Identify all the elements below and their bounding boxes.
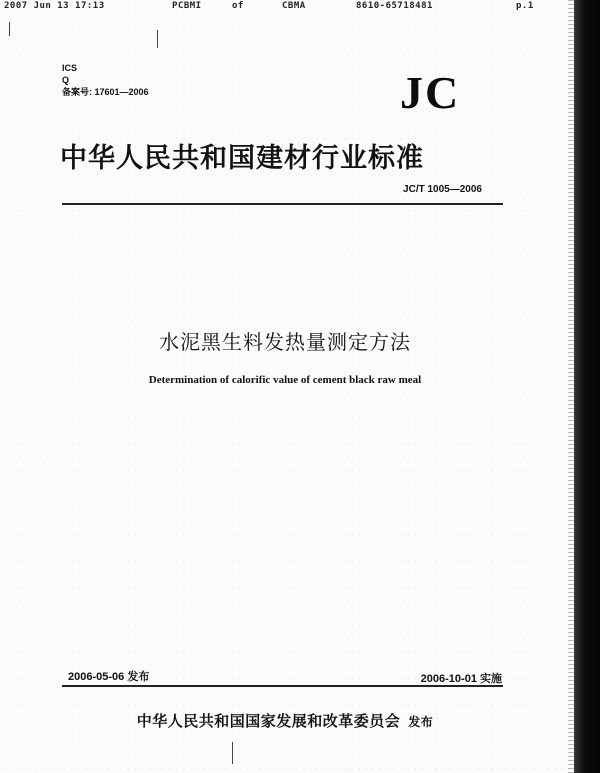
document-title-cn: 水泥黑生料发热量测定方法 bbox=[159, 330, 411, 354]
standard-title: 中华人民共和国建材行业标准 bbox=[60, 143, 424, 174]
top-divider bbox=[62, 203, 503, 205]
fax-from: PCBMI bbox=[172, 1, 202, 11]
ics-label: ICS bbox=[62, 63, 78, 73]
scan-mark bbox=[9, 22, 10, 36]
issuer-line bbox=[0, 710, 570, 731]
issuer-suffix: 发布 bbox=[408, 715, 434, 729]
standard-number: JC/T 1005—2006 bbox=[403, 184, 482, 195]
record-number: 备案号: 17601—2006 bbox=[62, 87, 149, 97]
fax-phone: 8610-65718481 bbox=[356, 1, 433, 11]
scan-edge-border bbox=[574, 0, 600, 773]
fax-to: CBMA bbox=[282, 1, 306, 11]
fax-of: of bbox=[232, 1, 244, 11]
implementation-date: 2006-10-01 实施 bbox=[420, 673, 502, 685]
fax-date: 2007 Jun 13 17:13 bbox=[4, 1, 105, 11]
q-label: Q bbox=[62, 75, 70, 85]
scan-mark bbox=[157, 30, 158, 48]
document-title-en: Determination of calorific value of cement black raw meal bbox=[148, 374, 422, 386]
publish-date: 2006-05-06 发布 bbox=[68, 671, 150, 683]
jc-logo: JC bbox=[400, 67, 461, 118]
fax-header bbox=[4, 1, 560, 15]
scan-mark bbox=[232, 742, 233, 764]
classification-block bbox=[62, 62, 149, 98]
fax-page: p.1 bbox=[516, 1, 534, 11]
issuer-name: 中华人民共和国国家发展和改革委员会 bbox=[136, 712, 401, 730]
bottom-divider bbox=[62, 685, 503, 687]
